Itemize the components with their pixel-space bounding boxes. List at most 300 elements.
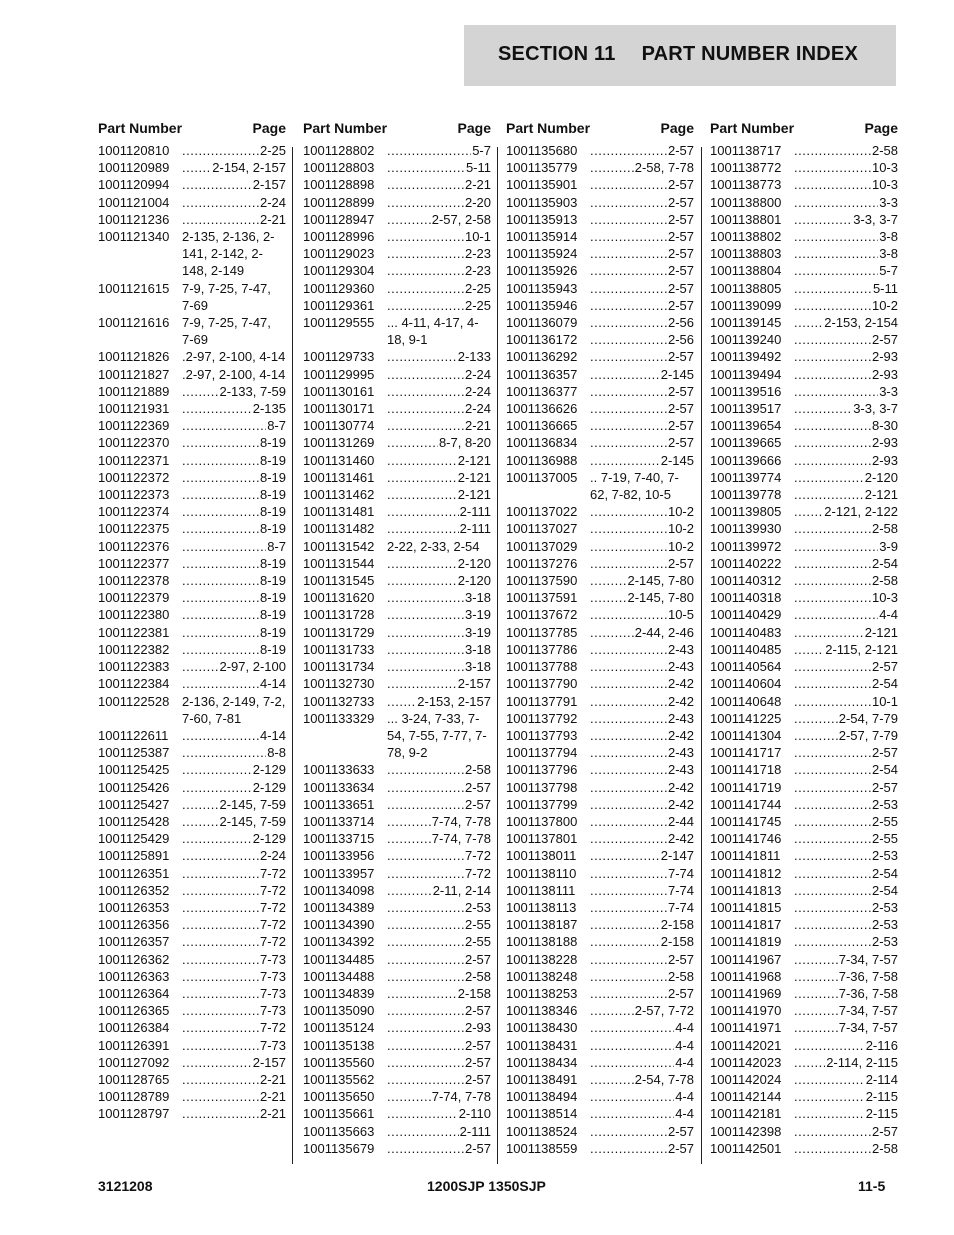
dot-leader (590, 933, 660, 950)
page-ref-value: 2-57 (464, 1071, 491, 1087)
page-ref-value: 2-57, 2-58 (431, 211, 491, 227)
page-ref-value: 2-57 (464, 1140, 491, 1156)
dot-leader (794, 1037, 865, 1054)
dot-leader (182, 1019, 259, 1036)
part-number: 1001121889 (98, 383, 170, 399)
page-ref-value: 7-73 (259, 951, 286, 967)
index-entry (506, 314, 694, 331)
dot-leader (794, 280, 872, 297)
index-entry (98, 658, 286, 675)
dot-leader (794, 1105, 865, 1122)
dot-leader (590, 727, 667, 744)
dot-leader (794, 572, 871, 589)
index-column-4 (710, 118, 898, 1157)
part-number: 1001131545 (303, 573, 375, 589)
page-refs (387, 658, 491, 675)
page-refs (590, 968, 694, 985)
page-ref-value: 2-42 (667, 831, 694, 847)
part-number: 1001139099 (710, 297, 782, 313)
dot-leader (182, 1071, 259, 1088)
page-refs (794, 813, 898, 830)
page-ref-value: 2-24 (464, 366, 491, 382)
index-entry (710, 555, 898, 572)
part-number: 1001122375 (98, 521, 170, 537)
part-number: 1001141969 (710, 985, 782, 1001)
part-number: 1001121340 (98, 229, 170, 245)
page-ref-value: 2-21 (259, 1089, 286, 1105)
page-refs (590, 710, 694, 727)
part-number: 1001131461 (303, 469, 375, 485)
page-ref-value: 3-19 (464, 624, 491, 640)
page-refs (387, 245, 491, 262)
index-entry (710, 1088, 898, 1105)
dot-leader (590, 194, 667, 211)
part-number: 1001139240 (710, 332, 782, 348)
page-refs (590, 985, 694, 1002)
page-ref-value: 2-110 (458, 1106, 491, 1122)
page-refs (182, 882, 286, 899)
index-entry (98, 865, 286, 882)
page-ref-value: 2-21 (259, 211, 286, 227)
dot-leader (387, 1037, 464, 1054)
part-number: 1001120994 (98, 177, 170, 193)
index-entry (506, 968, 694, 985)
page-ref-value: 2-93 (464, 1020, 491, 1036)
dot-leader (387, 882, 432, 899)
index-entry (98, 641, 286, 658)
dot-leader (794, 262, 878, 279)
page-ref-value: 2-57 (871, 332, 898, 348)
page-refs (387, 1123, 491, 1140)
part-number: 1001126357 (98, 934, 170, 950)
part-number: 1001140485 (710, 641, 782, 657)
page-ref-value: 2-42 (667, 779, 694, 795)
dot-leader (387, 159, 465, 176)
dot-leader (590, 176, 667, 193)
index-entry (303, 865, 491, 882)
index-entry (303, 589, 491, 606)
index-entry (710, 314, 898, 331)
page-ref-value: 2-121 (457, 452, 491, 468)
part-number: 1001138113 (506, 899, 577, 915)
index-entry (710, 813, 898, 830)
part-number: 1001122381 (98, 624, 170, 640)
dot-leader (182, 469, 259, 486)
part-number: 1001129023 (303, 246, 375, 262)
index-entry (710, 727, 898, 744)
page-ref-value: 2-93 (871, 349, 898, 365)
page-refs (182, 761, 286, 778)
dot-leader (590, 555, 667, 572)
dot-leader (590, 882, 667, 899)
page-refs (794, 366, 898, 383)
part-number: 1001141745 (710, 813, 782, 829)
index-entry (98, 693, 286, 727)
part-number: 1001138188 (506, 934, 578, 950)
index-entry (710, 675, 898, 692)
part-number: 1001122380 (98, 607, 170, 623)
page-ref-value: 2-43 (667, 745, 694, 761)
part-number: 1001135124 (303, 1020, 375, 1036)
page-ref-value: 2-121 (864, 487, 898, 503)
page-refs (590, 830, 694, 847)
part-number: 1001133956 (303, 848, 375, 864)
part-number: 1001121004 (98, 194, 170, 210)
page-refs (794, 779, 898, 796)
dot-leader (182, 383, 219, 400)
page-refs (590, 1002, 694, 1019)
index-entry (303, 228, 491, 245)
page-refs (794, 314, 898, 331)
part-number: 1001122376 (98, 538, 170, 554)
dot-leader (387, 434, 438, 451)
page-refs (794, 538, 898, 555)
index-entry (98, 847, 286, 864)
page-refs (387, 779, 491, 796)
part-number: 1001121826 (98, 349, 170, 365)
dot-leader (794, 331, 871, 348)
index-entry (303, 1071, 491, 1088)
dot-leader (794, 1140, 871, 1157)
page-ref-value: 2-57 (667, 418, 694, 434)
page-ref-value: 2-56 (667, 315, 694, 331)
page-refs (794, 865, 898, 882)
page-refs (387, 813, 491, 830)
index-entry (506, 297, 694, 314)
dot-leader (182, 538, 266, 555)
page-refs (794, 796, 898, 813)
part-number: 1001140222 (710, 555, 782, 571)
part-number: 1001137276 (506, 555, 578, 571)
page-ref-value: 2-54 (871, 762, 898, 778)
part-number: 1001122370 (98, 435, 170, 451)
part-number: 1001120989 (98, 160, 170, 176)
dot-leader (387, 1019, 464, 1036)
column-divider (292, 147, 293, 1164)
dot-leader (794, 865, 871, 882)
index-entry (303, 555, 491, 572)
part-number: 1001134389 (303, 899, 375, 915)
index-entry (303, 434, 491, 451)
index-entry (710, 331, 898, 348)
dot-leader (590, 245, 667, 262)
index-entry (303, 486, 491, 503)
part-number: 1001131460 (303, 452, 375, 468)
page-ref-value: 3-3 (879, 194, 898, 210)
page-refs (590, 641, 694, 658)
dot-leader (182, 589, 259, 606)
dot-leader (182, 400, 252, 417)
part-number: 1001121827 (98, 366, 170, 382)
index-entry (710, 693, 898, 710)
index-entry (710, 951, 898, 968)
dot-leader (182, 968, 259, 985)
index-entry (710, 211, 898, 228)
page-refs (182, 520, 286, 537)
index-entry (303, 245, 491, 262)
index-entry (506, 211, 694, 228)
index-entry (710, 520, 898, 537)
part-number: 1001142501 (710, 1140, 782, 1156)
index-entry (506, 572, 694, 589)
dot-leader (794, 882, 871, 899)
page-ref-value: 7-73 (259, 1003, 286, 1019)
page-refs (387, 400, 491, 417)
page-ref-value: 7-74 (667, 882, 694, 898)
index-entry (98, 314, 286, 348)
part-number: 1001131462 (303, 487, 375, 503)
dot-leader (794, 297, 871, 314)
part-number: 1001133633 (303, 762, 375, 778)
page-refs (794, 744, 898, 761)
dot-leader (794, 779, 871, 796)
page-ref-value: 2-57 (464, 779, 491, 795)
part-number: 1001138346 (506, 1003, 578, 1019)
page-refs (182, 658, 286, 675)
page-ref-value: 2-24 (464, 401, 491, 417)
page-ref-value: 3-19 (464, 607, 491, 623)
index-entry (710, 899, 898, 916)
page-refs (387, 606, 491, 623)
index-entry (98, 761, 286, 778)
page-refs (182, 194, 286, 211)
index-entry (98, 280, 286, 314)
part-number: 1001131728 (303, 607, 375, 623)
part-number: 1001120810 (98, 143, 170, 158)
index-entry (506, 865, 694, 882)
dot-leader (182, 675, 259, 692)
page-ref-value: 2-57 (667, 211, 694, 227)
page-refs (182, 538, 286, 555)
dot-leader (794, 503, 823, 520)
page-ref-value: 2-145, 7-59 (219, 796, 286, 812)
index-entry (303, 1123, 491, 1140)
part-number-heading: Part Number (98, 120, 183, 136)
page-ref-value: 7-72 (259, 865, 286, 881)
part-number: 1001141817 (710, 917, 782, 933)
index-entry (303, 1002, 491, 1019)
page-ref-value: 8-19 (259, 521, 286, 537)
part-number: 1001137801 (506, 831, 578, 847)
page-ref-value: 10-3 (871, 160, 898, 176)
page-refs (794, 383, 898, 400)
page-ref-value: 2-121 (864, 624, 898, 640)
index-entry (710, 297, 898, 314)
page-ref-value: 7-74 (667, 865, 694, 881)
page-refs (387, 1140, 491, 1157)
page-ref-value: 2-153, 2-157 (417, 693, 491, 709)
part-number: 1001134098 (303, 882, 375, 898)
index-entry (506, 469, 694, 503)
index-entry (506, 331, 694, 348)
page-ref-value: 2-57 (667, 555, 694, 571)
page-ref-value: 2-58 (667, 968, 694, 984)
page-refs (182, 985, 286, 1002)
index-entry (303, 469, 491, 486)
page-refs (590, 417, 694, 434)
index-entry (506, 280, 694, 297)
index-entry (98, 486, 286, 503)
index-entry (98, 142, 286, 159)
index-entry (710, 744, 898, 761)
dot-leader (182, 744, 266, 761)
page-ref-value: 7-72 (259, 934, 286, 950)
part-number: 1001141968 (710, 968, 782, 984)
part-number: 1001141813 (710, 882, 782, 898)
dot-leader (590, 1019, 674, 1036)
index-entry (98, 1037, 286, 1054)
part-number: 1001137792 (506, 710, 578, 726)
dot-leader (590, 951, 667, 968)
page-ref-value: 8-30 (871, 418, 898, 434)
dot-leader (387, 194, 464, 211)
page-refs (182, 1019, 286, 1036)
dot-leader (794, 847, 871, 864)
index-entry (710, 968, 898, 985)
page-refs (387, 228, 491, 245)
page-ref-value: 8-19 (259, 590, 286, 606)
page-ref-value: 10-3 (871, 177, 898, 193)
index-entry (506, 1140, 694, 1157)
dot-leader (182, 452, 259, 469)
page-ref-value: 2-57 (871, 779, 898, 795)
page-refs (590, 1088, 694, 1105)
page-ref-value: 2-25 (464, 280, 491, 296)
part-number: 1001139930 (710, 521, 782, 537)
page-refs (387, 348, 491, 365)
part-number: 1001122369 (98, 418, 170, 434)
page-ref-value: 2-42 (667, 693, 694, 709)
index-entry (710, 572, 898, 589)
page-ref-value: 2-145, 7-59 (219, 813, 286, 829)
page-heading: Page (864, 120, 898, 136)
index-entry (303, 211, 491, 228)
part-number: 1001137785 (506, 624, 578, 640)
page-ref-value: 7-34, 7-57 (838, 951, 898, 967)
page-ref-value: 2-121 (457, 487, 491, 503)
index-entry (506, 159, 694, 176)
part-number: 1001125891 (98, 848, 170, 864)
part-number: 1001136665 (506, 418, 578, 434)
part-number: 1001140604 (710, 676, 782, 692)
part-number: 1001125429 (98, 831, 170, 847)
page-ref-value: 7-73 (259, 985, 286, 1001)
page-refs (794, 417, 898, 434)
part-number: 1001138524 (506, 1123, 578, 1139)
page-ref-value: 2-57 (667, 194, 694, 210)
page-ref-value: 3-3 (879, 383, 898, 399)
dot-leader (590, 1071, 634, 1088)
page-refs (590, 796, 694, 813)
page-refs (794, 951, 898, 968)
dot-leader (590, 624, 634, 641)
part-number: 1001135901 (506, 177, 578, 193)
part-number: 1001139654 (710, 418, 782, 434)
index-entry (710, 503, 898, 520)
page-ref-value: 2-54 (871, 865, 898, 881)
part-number: 1001135680 (506, 143, 578, 158)
page-refs (590, 503, 694, 520)
page-refs (794, 520, 898, 537)
page-ref-value: 2-57 (667, 177, 694, 193)
page-ref-value: 2-57 (667, 1123, 694, 1139)
page-refs (387, 1105, 491, 1122)
index-entry (303, 572, 491, 589)
dot-leader (387, 1105, 458, 1122)
page-ref-value: 4-14 (259, 727, 286, 743)
dot-leader (794, 245, 878, 262)
dot-leader (387, 813, 431, 830)
dot-leader (590, 1088, 674, 1105)
index-entry (710, 916, 898, 933)
part-number: 1001131269 (303, 435, 375, 451)
page-refs (590, 331, 694, 348)
part-number: 1001137005 (506, 469, 578, 485)
part-number: 1001137590 (506, 573, 578, 589)
page-refs (387, 675, 491, 692)
page-refs (387, 417, 491, 434)
page-refs (182, 589, 286, 606)
dot-leader (182, 417, 266, 434)
part-number: 1001139145 (710, 315, 782, 331)
index-entry (710, 658, 898, 675)
part-number: 1001122611 (98, 727, 169, 743)
part-number-heading: Part Number (506, 120, 591, 136)
index-entry (710, 142, 898, 159)
part-number: 1001135924 (506, 246, 578, 262)
dot-leader (182, 1054, 252, 1071)
index-entry (506, 641, 694, 658)
part-number: 1001139516 (710, 383, 782, 399)
page-ref-value: 4-4 (675, 1106, 694, 1122)
part-number: 1001138430 (506, 1020, 578, 1036)
index-entry (710, 710, 898, 727)
index-entry (98, 933, 286, 950)
dot-leader (590, 348, 667, 365)
page-ref-value: 8-8 (267, 745, 286, 761)
dot-leader (387, 916, 464, 933)
page-ref-value: 2-145 (660, 452, 694, 468)
page-ref-value: 4-4 (675, 1020, 694, 1036)
index-entry (98, 796, 286, 813)
page-refs (590, 314, 694, 331)
page-refs (590, 675, 694, 692)
page-ref-value: 2-97, 2-100 (219, 659, 286, 675)
page-ref-value: 2-57 (667, 143, 694, 158)
part-number: 1001138228 (506, 951, 578, 967)
dot-leader (794, 194, 878, 211)
page-refs (590, 693, 694, 710)
part-number: 1001122373 (98, 487, 170, 503)
page-ref-value: 2-135 (252, 401, 286, 417)
page-refs (794, 572, 898, 589)
index-entry (710, 1054, 898, 1071)
page-refs (794, 1071, 898, 1088)
part-number: 1001141819 (710, 934, 782, 950)
page-ref-value: 3-9 (879, 538, 898, 554)
page-ref-value: 4-4 (675, 1054, 694, 1070)
dot-leader (590, 417, 667, 434)
section-title (498, 43, 858, 66)
page-refs (590, 211, 694, 228)
dot-leader (182, 572, 259, 589)
page-refs (794, 331, 898, 348)
index-entry (506, 916, 694, 933)
dot-leader (387, 1054, 464, 1071)
part-number: 1001131542 (303, 538, 375, 554)
dot-leader (590, 641, 667, 658)
part-number: 1001122371 (98, 452, 170, 468)
